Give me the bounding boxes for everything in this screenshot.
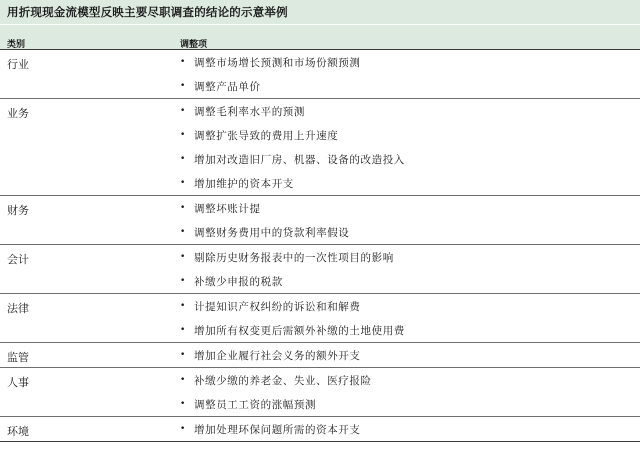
header-category: 类别 [7,40,26,50]
adjustment-text: 调整毛利率水平的预测 [194,105,305,118]
adjustment-text: 计提知识产权纠纷的诉讼和和解费 [194,300,361,313]
bullet-icon: • [180,424,186,434]
category-label: 会计 [7,253,29,266]
adjustment-text: 增加所有权变更后需额外补缴的土地使用费 [194,324,405,337]
list-item [180,294,640,318]
adjustment-text: 补缴少缴的养老金、失业、医疗报险 [194,374,372,387]
bullet-icon: • [180,203,186,213]
category-label: 监管 [7,351,29,364]
adjustment-text: 调整产品单价 [194,80,261,93]
list-item [180,269,640,293]
bullet-icon: • [180,178,186,188]
bullet-icon: • [180,57,186,67]
table-row [0,368,640,417]
category-label: 行业 [7,58,29,71]
bullet-icon: • [180,106,186,116]
category-label: 业务 [7,107,29,120]
bullet-icon: • [180,227,186,237]
list-item [180,392,640,416]
list-item [180,220,640,244]
table-row [0,196,640,245]
table-row [0,99,640,196]
table-row [0,294,640,343]
table-row [0,50,640,99]
table-row [0,245,640,294]
adjustment-text: 增加企业履行社会义务的额外开支 [194,349,361,362]
table-row [0,417,640,442]
list-item [180,123,640,147]
table-body [0,50,640,442]
list-item [180,368,640,392]
table-header [0,24,640,50]
adjustment-text: 增加维护的资本开支 [194,177,294,190]
adjustment-list [0,245,640,293]
list-item [180,147,640,171]
list-item [180,50,640,74]
bullet-icon: • [180,252,186,262]
list-item [180,245,640,269]
bullet-icon: • [180,154,186,164]
adjustment-list [0,417,640,441]
list-item [180,171,640,195]
adjustment-list [0,50,640,98]
adjustment-text: 增加处理环保问题所需的资本开支 [194,423,361,436]
bullet-icon: • [180,130,186,140]
adjustment-list [0,368,640,416]
adjustment-text: 调整坏账计提 [194,202,261,215]
list-item [180,343,640,367]
adjustment-text: 增加对改造旧厂房、机器、设备的改造投入 [194,153,405,166]
adjustment-text: 调整员工工资的涨幅预测 [194,398,317,411]
category-label: 环境 [7,425,29,438]
bullet-icon: • [180,399,186,409]
adjustment-list [0,99,640,195]
table-row [0,343,640,368]
bullet-icon: • [180,375,186,385]
category-label: 人事 [7,376,29,389]
adjustment-list [0,294,640,342]
category-label: 财务 [7,204,29,217]
header-adjustment: 调整项 [180,40,208,50]
adjustment-text: 调整财务费用中的贷款利率假设 [194,226,350,239]
adjustment-text: 补缴少申报的税款 [194,275,283,288]
category-label: 法律 [7,302,29,315]
table-title: 用折现现金流模型反映主要尽职调查的结论的示意举例 [7,5,288,19]
adjustment-list [0,343,640,367]
list-item [180,99,640,123]
adjustment-text: 调整市场增长预测和市场份额预测 [194,56,361,69]
bullet-icon: • [180,276,186,286]
bullet-icon: • [180,325,186,335]
bullet-icon: • [180,81,186,91]
adjustment-text: 调整扩张导致的费用上升速度 [194,129,339,142]
table-title-band [0,0,640,24]
list-item [180,417,640,441]
adjustment-list [0,196,640,244]
list-item [180,196,640,220]
bullet-icon: • [180,301,186,311]
bullet-icon: • [180,350,186,360]
list-item [180,74,640,98]
adjustment-text: 剔除历史财务报表中的一次性项目的影响 [194,251,394,264]
list-item [180,318,640,342]
